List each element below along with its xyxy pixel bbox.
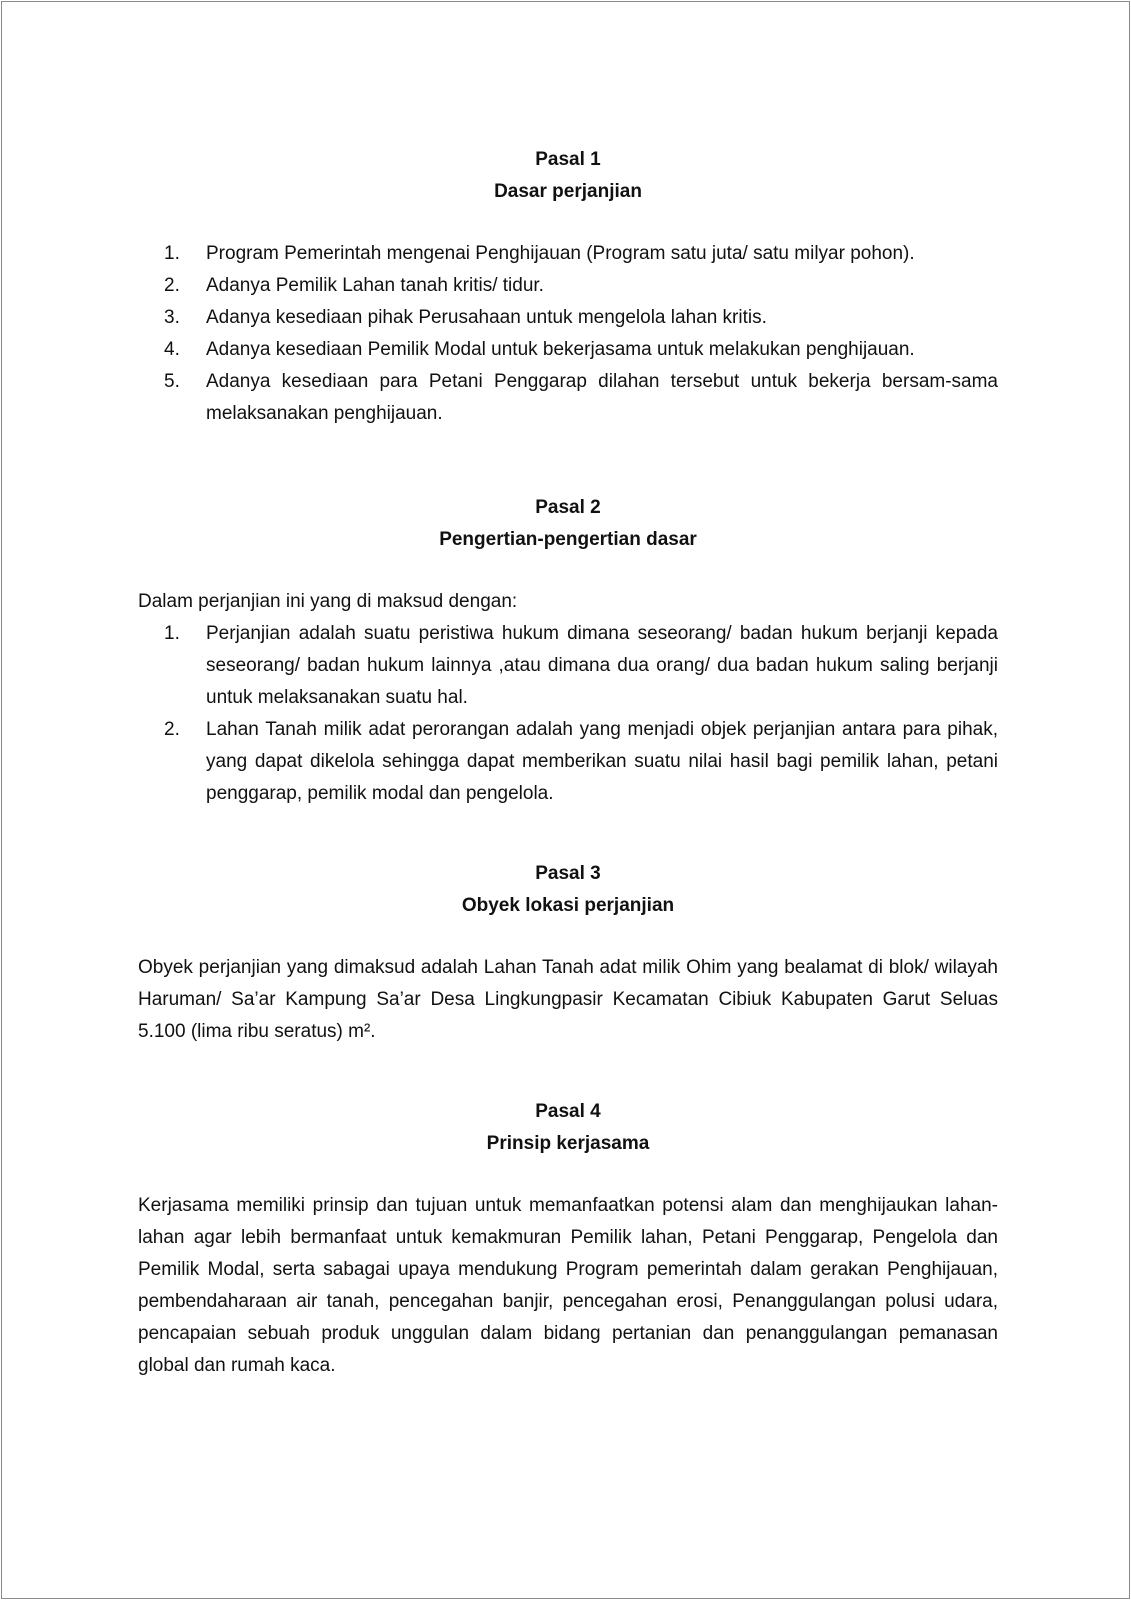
pasal-4-subtitle: Prinsip kerjasama [486, 1133, 650, 1154]
pasal-3-section [138, 858, 998, 1048]
list-text: Perjanjian adalah suatu peristiwa hukum dimana seseorang/ badan hukum berjanji kepada seseorang/ badan hukum lainnya ,atau dimana dua orang/ dua badan hukum saling berjanji untuk melaksanakan suatu hal. [206, 623, 998, 708]
list-number: 1. [164, 243, 180, 264]
list-text: Adanya kesediaan pihak Perusahaan untuk mengelola lahan kritis. [206, 307, 767, 328]
list-number: 3. [164, 307, 180, 328]
pasal-2-intro: Dalam perjanjian ini yang di maksud dengan: [138, 591, 518, 612]
pasal-1-list [138, 238, 998, 430]
list-number: 2. [164, 719, 180, 740]
list-number: 2. [164, 275, 180, 296]
pasal-3-body: Obyek perjanjian yang dimaksud adalah Lahan Tanah adat milik Ohim yang bealamat di blok/ wilayah Haruman/ Sa’ar Kampung Sa’ar Desa Lingkungpasir Kecamatan Cibiuk Kabupaten Garut Seluas 5.100 (lima ribu seratus) m². [138, 957, 998, 1042]
pasal-2-subtitle: Pengertian-pengertian dasar [439, 529, 697, 550]
document-page [1, 1, 1130, 1599]
list-item [138, 334, 998, 366]
pasal-1-subtitle: Dasar perjanjian [494, 181, 642, 202]
pasal-2-section [138, 492, 998, 810]
list-number: 4. [164, 339, 180, 360]
list-item [138, 270, 998, 302]
pasal-1-section [138, 144, 998, 430]
pasal-4-title: Pasal 4 [535, 1101, 601, 1122]
list-number: 5. [164, 371, 180, 392]
pasal-4-body: Kerjasama memiliki prinsip dan tujuan untuk memanfaatkan potensi alam dan menghijaukan lahan-lahan agar lebih bermanfaat untuk kemakmuran Pemilik lahan, Petani Penggarap, Pengelola dan Pemilik Modal, serta sabagai upaya mendukung Program pemerintah dalam gerakan Penghijauan, pembendaharaan air tanah, pencegahan banjir, pencegahan erosi, Penanggulangan polusi udara, pencapaian sebuah produk unggulan dalam bidang pertanian dan penanggulangan pemanasan global dan rumah kaca. [138, 1195, 998, 1376]
list-item [138, 238, 998, 270]
document-content [138, 144, 998, 1382]
list-item [138, 618, 998, 714]
pasal-1-title: Pasal 1 [535, 149, 601, 170]
list-item [138, 366, 998, 430]
list-item [138, 714, 998, 810]
pasal-2-title: Pasal 2 [535, 497, 601, 518]
list-text: Adanya kesediaan para Petani Penggarap dilahan tersebut untuk bekerja bersam-sama melaksanakan penghijauan. [206, 371, 998, 424]
pasal-3-title: Pasal 3 [535, 863, 601, 884]
list-number: 1. [164, 623, 180, 644]
list-text: Program Pemerintah mengenai Penghijauan (Program satu juta/ satu milyar pohon). [206, 243, 915, 264]
pasal-3-subtitle: Obyek lokasi perjanjian [461, 895, 675, 916]
pasal-2-list [138, 618, 998, 810]
pasal-4-section [138, 1096, 998, 1382]
list-text: Lahan Tanah milik adat perorangan adalah yang menjadi objek perjanjian antara para pihak, yang dapat dikelola sehingga dapat memberikan suatu nilai hasil bagi pemilik lahan, petani penggarap, pemilik modal dan pengelola. [206, 719, 998, 804]
list-text: Adanya Pemilik Lahan tanah kritis/ tidur. [206, 275, 544, 296]
list-text: Adanya kesediaan Pemilik Modal untuk bekerjasama untuk melakukan penghijauan. [206, 339, 915, 360]
list-item [138, 302, 998, 334]
